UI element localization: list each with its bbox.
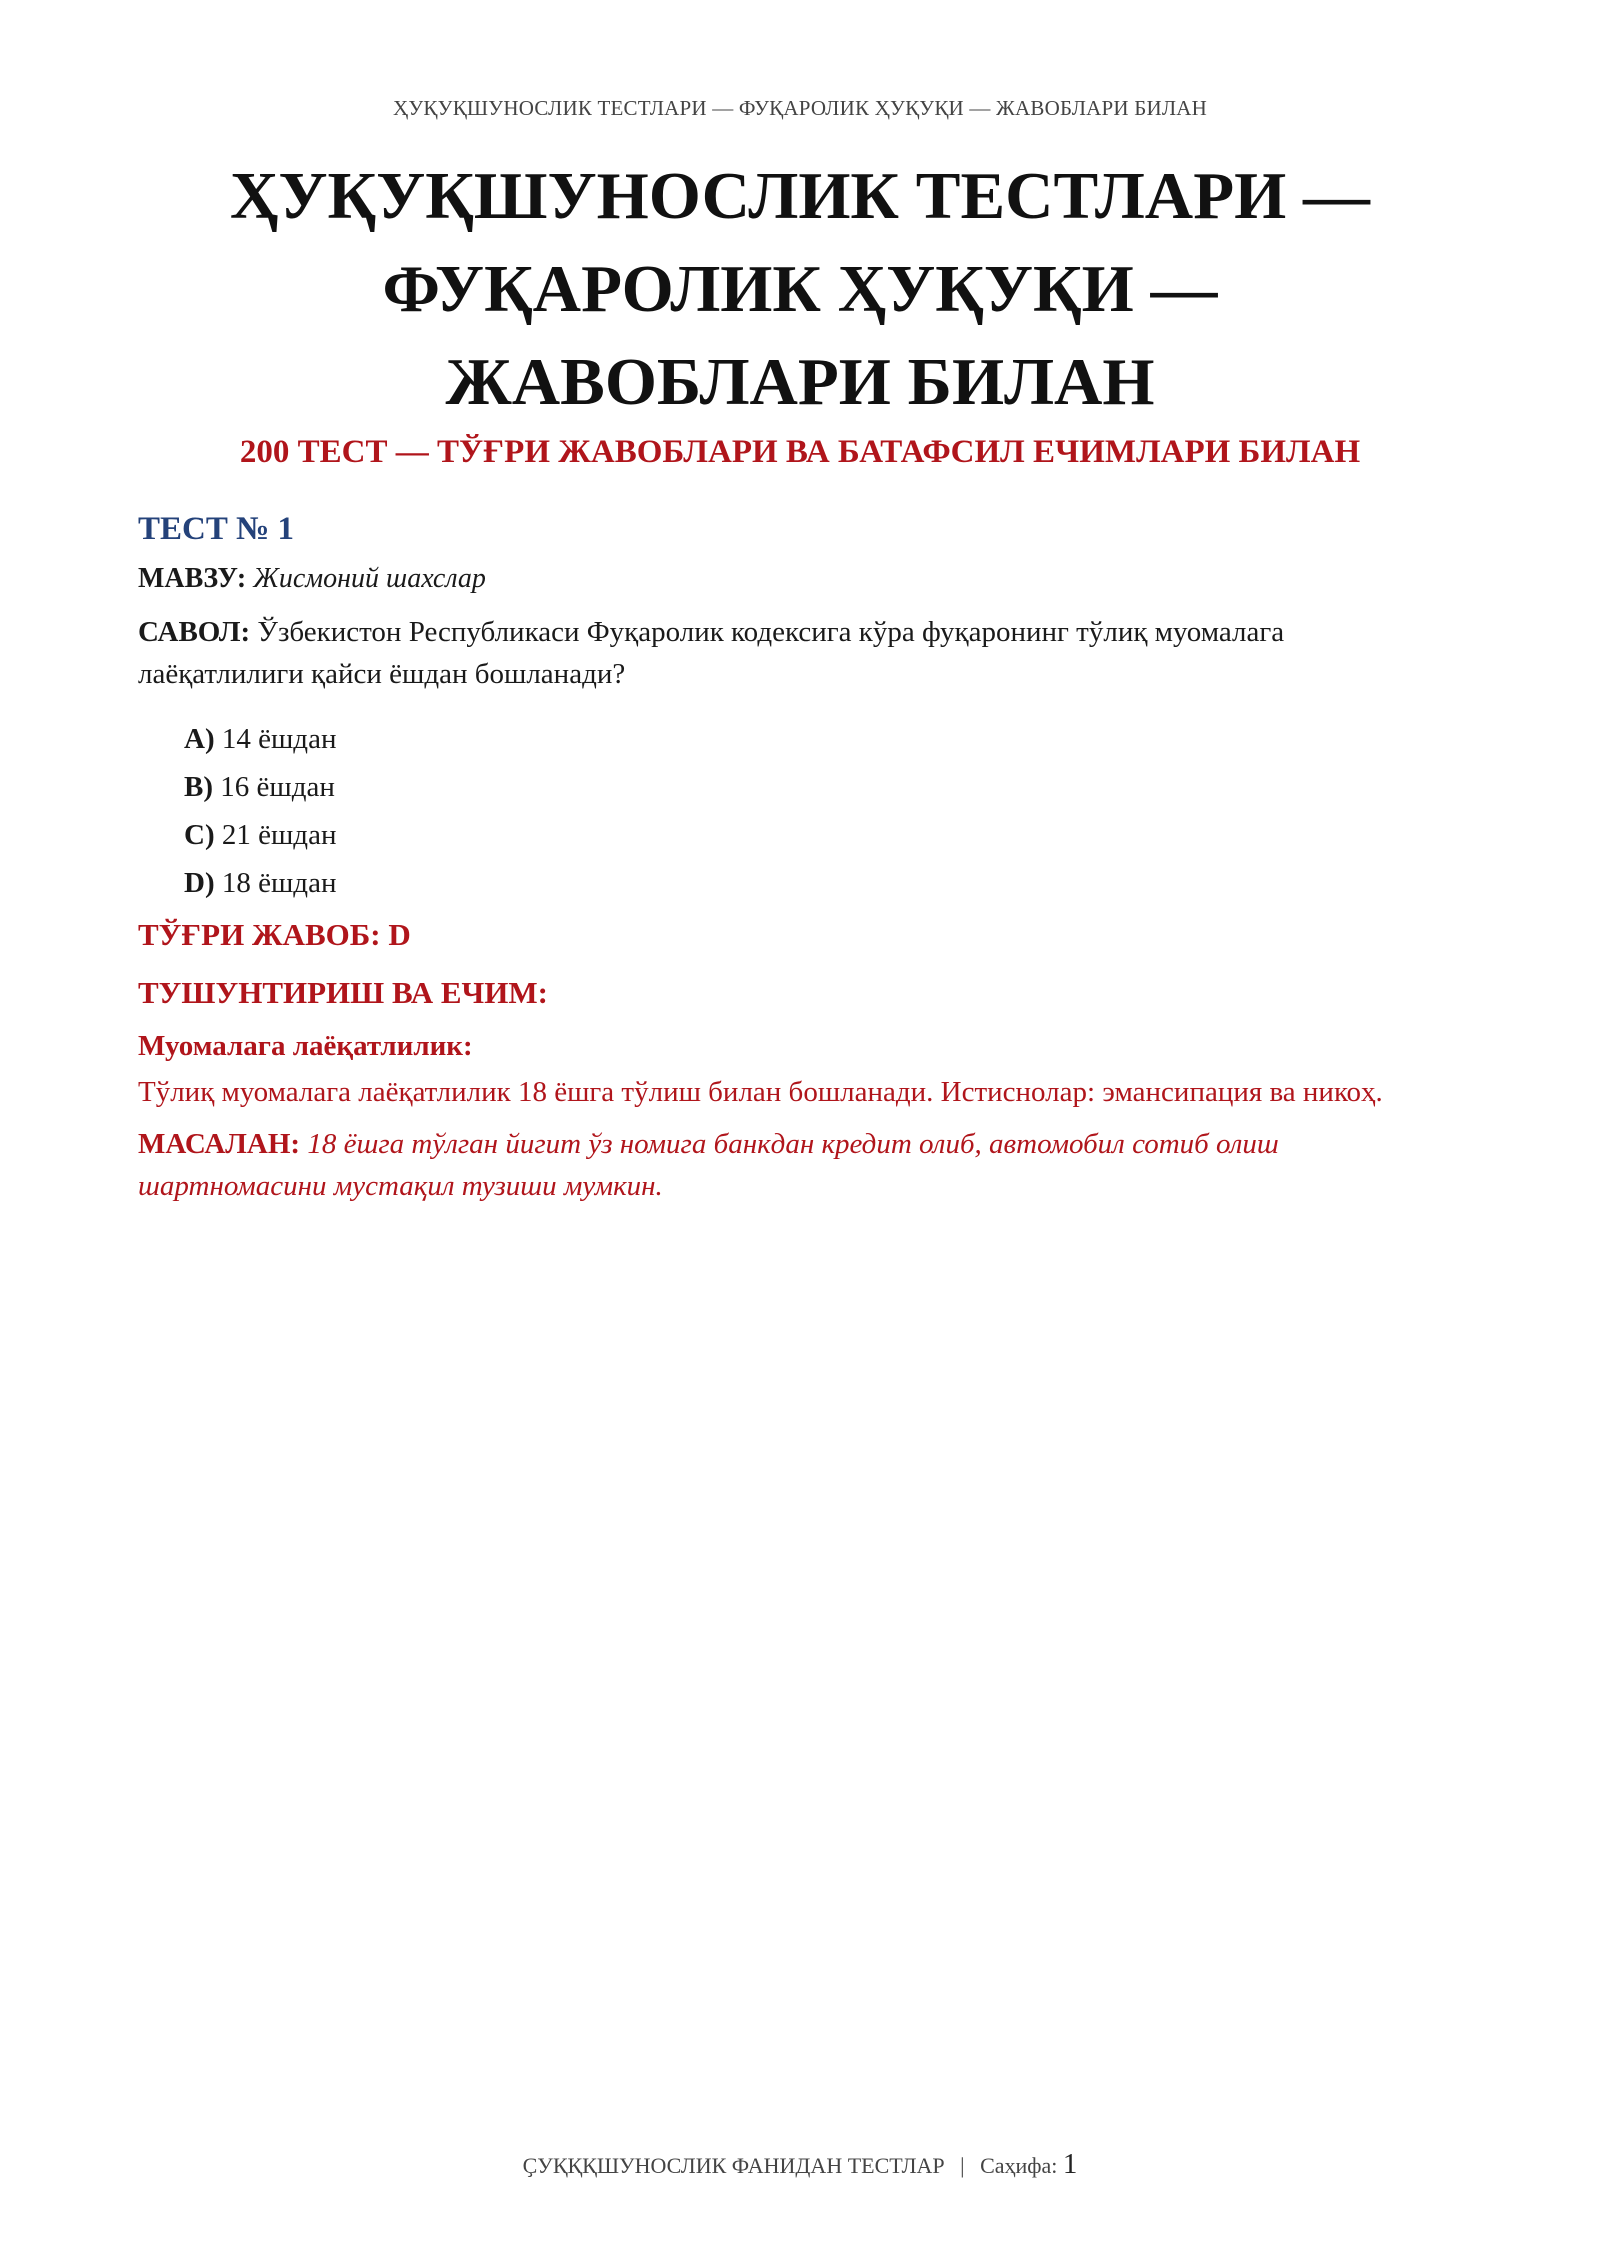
footer-text: ҪУҚҚҚШУНОСЛИК ФАНИДАН ТЕСТЛАР bbox=[522, 2153, 945, 2178]
title-line-1: ҲУҚУҚШУНОСЛИК ТЕСТЛАРИ — bbox=[230, 159, 1370, 233]
test-block bbox=[138, 507, 1438, 1207]
question-text: Ўзбекистон Республикаси Фуқаролик кодексига кўра фуқаронинг тўлиқ муомалага лаёқатлилиги қайси ёшдан бошланади? bbox=[138, 616, 1285, 690]
example-text: 18 ёшга тўлган йигит ўз номига банкдан кредит олиб, автомобил сотиб олиш шартномасини мустақил тузиши мумкин. bbox=[138, 1128, 1279, 1202]
test-number: ТЕСТ № 1 bbox=[138, 511, 295, 547]
option-letter: A) bbox=[184, 723, 215, 755]
option-text: 18 ёшдан bbox=[221, 867, 337, 899]
page-footer bbox=[0, 2148, 1600, 2181]
option-text: 21 ёшдан bbox=[221, 819, 337, 851]
page-label: Саҳифа: bbox=[980, 2153, 1058, 2178]
answer-options bbox=[184, 715, 1438, 907]
topic-line bbox=[138, 559, 1438, 599]
document-subtitle: 200 ТЕСТ — ТЎҒРИ ЖАВОБЛАРИ ВА БАТАФСИЛ ЕЧИМЛАРИ БИЛАН bbox=[239, 434, 1361, 470]
option-text: 16 ёшдан bbox=[220, 771, 335, 803]
option-letter: D) bbox=[184, 867, 215, 899]
option-a bbox=[184, 715, 1438, 763]
correct-answer: ТЎҒРИ ЖАВОБ: D bbox=[138, 917, 411, 952]
option-d bbox=[184, 859, 1438, 907]
option-letter: B) bbox=[184, 771, 213, 803]
title-line-3: ЖАВОБЛАРИ БИЛАН bbox=[445, 345, 1155, 419]
topic-value: Жисмоний шахслар bbox=[253, 563, 486, 594]
document-title bbox=[140, 150, 1460, 429]
title-line-2: ФУҚАРОЛИК ҲУҚУҚИ — bbox=[382, 252, 1218, 326]
option-letter: C) bbox=[184, 819, 215, 851]
option-text: 14 ёшдан bbox=[221, 723, 337, 755]
explanation-subtitle: Муомалага лаёқатлилик: bbox=[138, 1030, 473, 1062]
running-header: ҲУҚУҚШУНОСЛИК ТЕСТЛАРИ — ФУҚАРОЛИК ҲУҚУҚИ — ЖАВОБЛАРИ БИЛАН bbox=[392, 96, 1208, 120]
question-label: САВОЛ: bbox=[138, 616, 251, 648]
explanation-text: Тўлиқ муомалага лаёқатлилик 18 ёшга тўлиш билан бошланади. Истиснолар: эмансипация ва никоҳ. bbox=[138, 1076, 1383, 1108]
topic-label: МАВЗУ: bbox=[138, 563, 247, 594]
explanation-title: ТУШУНТИРИШ ВА ЕЧИМ: bbox=[138, 975, 548, 1010]
option-c bbox=[184, 811, 1438, 859]
page-number: 1 bbox=[1062, 2148, 1078, 2180]
footer-separator: | bbox=[960, 2153, 965, 2178]
example bbox=[138, 1123, 1438, 1207]
question bbox=[138, 611, 1438, 695]
option-b bbox=[184, 763, 1438, 811]
example-label: МАСАЛАН: bbox=[138, 1128, 301, 1160]
